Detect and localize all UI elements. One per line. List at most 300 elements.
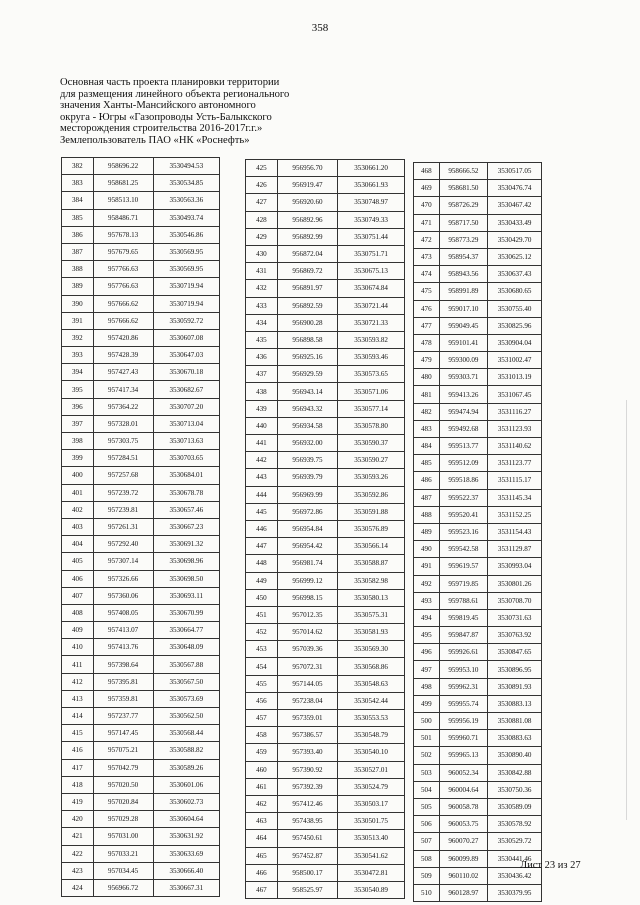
y-coordinate-cell: 3530883.63 (488, 730, 542, 747)
point-number-cell: 446 (246, 520, 278, 537)
x-coordinate-cell: 957450.61 (277, 830, 337, 847)
table-row (246, 349, 405, 366)
x-coordinate-cell: 956872.04 (277, 245, 337, 262)
table-row (62, 725, 220, 742)
y-coordinate-cell: 3530573.69 (153, 690, 219, 707)
point-number-cell: 458 (246, 727, 278, 744)
x-coordinate-cell: 959619.57 (439, 558, 488, 575)
y-coordinate-cell: 3530517.05 (488, 163, 542, 180)
point-number-cell: 482 (414, 403, 440, 420)
x-coordinate-cell: 958666.52 (439, 163, 488, 180)
point-number-cell: 419 (62, 793, 94, 810)
table-row (246, 692, 405, 709)
table-row (246, 813, 405, 830)
point-number-cell: 427 (246, 194, 278, 211)
x-coordinate-cell: 956891.97 (277, 280, 337, 297)
table-row (414, 266, 542, 283)
point-number-cell: 487 (414, 489, 440, 506)
table-row (246, 469, 405, 486)
y-coordinate-cell: 3530891.93 (488, 678, 542, 695)
y-coordinate-cell: 3530563.36 (153, 192, 219, 209)
y-coordinate-cell: 3530904.04 (488, 334, 542, 351)
x-coordinate-cell: 957014.62 (277, 624, 337, 641)
point-number-cell: 432 (246, 280, 278, 297)
point-number-cell: 493 (414, 592, 440, 609)
table-row (246, 555, 405, 572)
y-coordinate-cell: 3530751.71 (338, 245, 405, 262)
table-row (246, 314, 405, 331)
y-coordinate-cell: 3530503.17 (338, 795, 405, 812)
point-number-cell: 463 (246, 813, 278, 830)
table-row (62, 192, 220, 209)
x-coordinate-cell: 957420.86 (93, 329, 153, 346)
y-coordinate-cell: 3530379.95 (488, 884, 542, 901)
y-coordinate-cell: 3530842.88 (488, 764, 542, 781)
point-number-cell: 398 (62, 433, 94, 450)
x-coordinate-cell: 959955.74 (439, 695, 488, 712)
x-coordinate-cell: 959520.41 (439, 506, 488, 523)
table-row (62, 501, 220, 518)
point-number-cell: 384 (62, 192, 94, 209)
table-row (414, 884, 542, 901)
table-row (62, 639, 220, 656)
table-row (246, 778, 405, 795)
x-coordinate-cell: 959474.94 (439, 403, 488, 420)
y-coordinate-cell: 3530592.86 (338, 486, 405, 503)
y-coordinate-cell: 3530633.69 (153, 845, 219, 862)
x-coordinate-cell: 958681.25 (93, 175, 153, 192)
point-number-cell: 465 (246, 847, 278, 864)
point-number-cell: 483 (414, 420, 440, 437)
point-number-cell: 412 (62, 673, 94, 690)
y-coordinate-cell: 3530429.70 (488, 231, 542, 248)
x-coordinate-cell: 959017.10 (439, 300, 488, 317)
x-coordinate-cell: 959719.85 (439, 575, 488, 592)
table-row (414, 798, 542, 815)
table-row (62, 553, 220, 570)
x-coordinate-cell: 957328.01 (93, 415, 153, 432)
point-number-cell: 391 (62, 312, 94, 329)
point-number-cell: 506 (414, 816, 440, 833)
y-coordinate-cell: 3531116.27 (488, 403, 542, 420)
table-row (414, 816, 542, 833)
y-coordinate-cell: 3530601.06 (153, 776, 219, 793)
y-coordinate-cell: 3530890.40 (488, 747, 542, 764)
x-coordinate-cell: 957284.51 (93, 450, 153, 467)
point-number-cell: 421 (62, 828, 94, 845)
y-coordinate-cell: 3530575.31 (338, 606, 405, 623)
point-number-cell: 453 (246, 641, 278, 658)
y-coordinate-cell: 3530719.94 (153, 278, 219, 295)
point-number-cell: 395 (62, 381, 94, 398)
x-coordinate-cell: 959492.68 (439, 420, 488, 437)
y-coordinate-cell: 3530433.49 (488, 214, 542, 231)
x-coordinate-cell: 960070.27 (439, 833, 488, 850)
x-coordinate-cell: 957239.81 (93, 501, 153, 518)
y-coordinate-cell: 3530675.13 (338, 263, 405, 280)
table-row (62, 518, 220, 535)
y-coordinate-cell: 3530751.44 (338, 228, 405, 245)
y-coordinate-cell: 3530593.46 (338, 349, 405, 366)
point-number-cell: 426 (246, 177, 278, 194)
x-coordinate-cell: 957412.46 (277, 795, 337, 812)
x-coordinate-cell: 956981.74 (277, 555, 337, 572)
x-coordinate-cell: 957359.01 (277, 710, 337, 727)
table-row (414, 420, 542, 437)
table-row (62, 415, 220, 432)
point-number-cell: 429 (246, 228, 278, 245)
point-number-cell: 422 (62, 845, 94, 862)
y-coordinate-cell: 3531154.43 (488, 523, 542, 540)
y-coordinate-cell: 3530682.67 (153, 381, 219, 398)
table-row (414, 781, 542, 798)
y-coordinate-cell: 3530546.86 (153, 226, 219, 243)
y-coordinate-cell: 3530750.36 (488, 781, 542, 798)
point-number-cell: 392 (62, 329, 94, 346)
x-coordinate-cell: 957303.75 (93, 433, 153, 450)
x-coordinate-cell: 957359.81 (93, 690, 153, 707)
x-coordinate-cell: 958513.10 (93, 192, 153, 209)
x-coordinate-cell: 958486.71 (93, 209, 153, 226)
point-number-cell: 480 (414, 369, 440, 386)
point-number-cell: 467 (246, 881, 278, 898)
table-row (62, 209, 220, 226)
y-coordinate-cell: 3530576.89 (338, 520, 405, 537)
x-coordinate-cell: 959819.45 (439, 609, 488, 626)
point-number-cell: 477 (414, 317, 440, 334)
table-row (246, 795, 405, 812)
x-coordinate-cell: 957678.13 (93, 226, 153, 243)
point-number-cell: 414 (62, 708, 94, 725)
point-number-cell: 440 (246, 417, 278, 434)
table-row (62, 793, 220, 810)
x-coordinate-cell: 959300.09 (439, 352, 488, 369)
table-row (246, 417, 405, 434)
point-number-cell: 473 (414, 248, 440, 265)
x-coordinate-cell: 958954.37 (439, 248, 488, 265)
x-coordinate-cell: 957072.31 (277, 658, 337, 675)
y-coordinate-cell: 3530593.26 (338, 469, 405, 486)
table-row (246, 194, 405, 211)
x-coordinate-cell: 956892.59 (277, 297, 337, 314)
x-coordinate-cell: 960058.78 (439, 798, 488, 815)
x-coordinate-cell: 957238.04 (277, 692, 337, 709)
table-row (62, 570, 220, 587)
table-row (246, 366, 405, 383)
y-coordinate-cell: 3530680.65 (488, 283, 542, 300)
table-row (62, 158, 220, 175)
table-row (414, 713, 542, 730)
x-coordinate-cell: 956929.59 (277, 366, 337, 383)
table-row (62, 587, 220, 604)
table-row (414, 730, 542, 747)
y-coordinate-cell: 3530524.79 (338, 778, 405, 795)
x-coordinate-cell: 958500.17 (277, 864, 337, 881)
point-number-cell: 476 (414, 300, 440, 317)
table-row (414, 455, 542, 472)
y-coordinate-cell: 3530631.92 (153, 828, 219, 845)
point-number-cell: 439 (246, 400, 278, 417)
table-row (62, 536, 220, 553)
table-row (62, 604, 220, 621)
y-coordinate-cell: 3530571.06 (338, 383, 405, 400)
y-coordinate-cell: 3530589.09 (488, 798, 542, 815)
point-number-cell: 445 (246, 503, 278, 520)
y-coordinate-cell: 3530467.42 (488, 197, 542, 214)
x-coordinate-cell: 957766.63 (93, 261, 153, 278)
table-row (62, 364, 220, 381)
y-coordinate-cell: 3530589.26 (153, 759, 219, 776)
table-row (414, 609, 542, 626)
point-number-cell: 424 (62, 879, 94, 896)
table-row (414, 678, 542, 695)
y-coordinate-cell: 3531145.34 (488, 489, 542, 506)
x-coordinate-cell: 957390.92 (277, 761, 337, 778)
point-number-cell: 408 (62, 604, 94, 621)
x-coordinate-cell: 956954.84 (277, 520, 337, 537)
y-coordinate-cell: 3530713.04 (153, 415, 219, 432)
y-coordinate-cell: 3530476.74 (488, 180, 542, 197)
point-number-cell: 456 (246, 692, 278, 709)
table-row (62, 347, 220, 364)
y-coordinate-cell: 3530670.99 (153, 604, 219, 621)
table-row (414, 472, 542, 489)
y-coordinate-cell: 3530591.88 (338, 503, 405, 520)
y-coordinate-cell: 3530436.42 (488, 867, 542, 884)
table-row (246, 881, 405, 898)
point-number-cell: 507 (414, 833, 440, 850)
x-coordinate-cell: 959926.61 (439, 644, 488, 661)
y-coordinate-cell: 3530593.82 (338, 331, 405, 348)
point-number-cell: 469 (414, 180, 440, 197)
y-coordinate-cell: 3531152.25 (488, 506, 542, 523)
point-number-cell: 423 (62, 862, 94, 879)
y-coordinate-cell: 3530703.65 (153, 450, 219, 467)
table-row (414, 369, 542, 386)
point-number-cell: 394 (62, 364, 94, 381)
point-number-cell: 430 (246, 245, 278, 262)
table-row (414, 214, 542, 231)
point-number-cell: 479 (414, 352, 440, 369)
point-number-cell: 475 (414, 283, 440, 300)
y-coordinate-cell: 3530647.03 (153, 347, 219, 364)
y-coordinate-cell: 3530569.30 (338, 641, 405, 658)
point-number-cell: 382 (62, 158, 94, 175)
table-row (246, 520, 405, 537)
point-number-cell: 504 (414, 781, 440, 798)
point-number-cell: 447 (246, 538, 278, 555)
point-number-cell: 501 (414, 730, 440, 747)
y-coordinate-cell: 3530567.50 (153, 673, 219, 690)
x-coordinate-cell: 957034.45 (93, 862, 153, 879)
table-row (246, 331, 405, 348)
point-number-cell: 498 (414, 678, 440, 695)
point-number-cell: 413 (62, 690, 94, 707)
y-coordinate-cell: 3530577.14 (338, 400, 405, 417)
coordinates-table (245, 159, 405, 899)
x-coordinate-cell: 958991.89 (439, 283, 488, 300)
point-number-cell: 451 (246, 606, 278, 623)
table-row (246, 658, 405, 675)
x-coordinate-cell: 957398.64 (93, 656, 153, 673)
table-row (414, 747, 542, 764)
x-coordinate-cell: 956999.12 (277, 572, 337, 589)
x-coordinate-cell: 958696.22 (93, 158, 153, 175)
table-row (62, 879, 220, 896)
x-coordinate-cell: 958726.29 (439, 197, 488, 214)
point-number-cell: 452 (246, 624, 278, 641)
y-coordinate-cell: 3530590.37 (338, 435, 405, 452)
y-coordinate-cell: 3530721.44 (338, 297, 405, 314)
y-coordinate-cell: 3530569.95 (153, 243, 219, 260)
point-number-cell: 406 (62, 570, 94, 587)
y-coordinate-cell: 3530540.89 (338, 881, 405, 898)
table-row (246, 624, 405, 641)
y-coordinate-cell: 3530661.93 (338, 177, 405, 194)
point-number-cell: 388 (62, 261, 94, 278)
x-coordinate-cell: 956954.42 (277, 538, 337, 555)
x-coordinate-cell: 956898.58 (277, 331, 337, 348)
y-coordinate-cell: 3531115.17 (488, 472, 542, 489)
point-number-cell: 509 (414, 867, 440, 884)
x-coordinate-cell: 956969.99 (277, 486, 337, 503)
table-row (414, 352, 542, 369)
x-coordinate-cell: 959512.09 (439, 455, 488, 472)
y-coordinate-cell: 3531013.19 (488, 369, 542, 386)
point-number-cell: 484 (414, 438, 440, 455)
point-number-cell: 500 (414, 713, 440, 730)
y-coordinate-cell: 3531123.77 (488, 455, 542, 472)
point-number-cell: 481 (414, 386, 440, 403)
y-coordinate-cell: 3530667.23 (153, 518, 219, 535)
y-coordinate-cell: 3530513.40 (338, 830, 405, 847)
table-row (246, 847, 405, 864)
page-number: 358 (311, 22, 329, 34)
x-coordinate-cell: 957766.63 (93, 278, 153, 295)
x-coordinate-cell: 959953.10 (439, 661, 488, 678)
point-number-cell: 471 (414, 214, 440, 231)
table-row (246, 675, 405, 692)
y-coordinate-cell: 3530825.96 (488, 317, 542, 334)
x-coordinate-cell: 957427.43 (93, 364, 153, 381)
x-coordinate-cell: 956943.32 (277, 400, 337, 417)
point-number-cell: 503 (414, 764, 440, 781)
point-number-cell: 399 (62, 450, 94, 467)
point-number-cell: 472 (414, 231, 440, 248)
table-row (62, 243, 220, 260)
x-coordinate-cell: 957042.79 (93, 759, 153, 776)
point-number-cell: 400 (62, 467, 94, 484)
table-row (246, 830, 405, 847)
y-coordinate-cell: 3530581.93 (338, 624, 405, 641)
x-coordinate-cell: 960004.64 (439, 781, 488, 798)
x-coordinate-cell: 958773.29 (439, 231, 488, 248)
point-number-cell: 455 (246, 675, 278, 692)
x-coordinate-cell: 959101.41 (439, 334, 488, 351)
table-row (62, 776, 220, 793)
table-row (414, 764, 542, 781)
point-number-cell: 492 (414, 575, 440, 592)
y-coordinate-cell: 3530666.40 (153, 862, 219, 879)
table-row (62, 329, 220, 346)
x-coordinate-cell: 957393.40 (277, 744, 337, 761)
point-number-cell: 474 (414, 266, 440, 283)
table-row (62, 312, 220, 329)
y-coordinate-cell: 3530674.84 (338, 280, 405, 297)
table-row (414, 661, 542, 678)
point-number-cell: 389 (62, 278, 94, 295)
point-number-cell: 486 (414, 472, 440, 489)
y-coordinate-cell: 3530763.92 (488, 627, 542, 644)
point-number-cell: 448 (246, 555, 278, 572)
table-row (246, 160, 405, 177)
point-number-cell: 417 (62, 759, 94, 776)
table-row (62, 278, 220, 295)
table-row (246, 572, 405, 589)
y-coordinate-cell: 3530801.26 (488, 575, 542, 592)
y-coordinate-cell: 3530883.13 (488, 695, 542, 712)
point-number-cell: 385 (62, 209, 94, 226)
table-row (246, 486, 405, 503)
point-number-cell: 462 (246, 795, 278, 812)
table-row (414, 541, 542, 558)
y-coordinate-cell: 3530588.87 (338, 555, 405, 572)
coordinates-table (413, 162, 542, 902)
y-coordinate-cell: 3530661.20 (338, 160, 405, 177)
point-number-cell: 478 (414, 334, 440, 351)
x-coordinate-cell: 956920.60 (277, 194, 337, 211)
y-coordinate-cell: 3530441.46 (488, 850, 542, 867)
table-row (62, 226, 220, 243)
point-number-cell: 383 (62, 175, 94, 192)
point-number-cell: 420 (62, 811, 94, 828)
x-coordinate-cell: 957392.39 (277, 778, 337, 795)
point-number-cell: 407 (62, 587, 94, 604)
point-number-cell: 433 (246, 297, 278, 314)
table-row (414, 695, 542, 712)
x-coordinate-cell: 957261.31 (93, 518, 153, 535)
x-coordinate-cell: 957413.76 (93, 639, 153, 656)
x-coordinate-cell: 957386.57 (277, 727, 337, 744)
table-row (62, 381, 220, 398)
y-coordinate-cell: 3530678.78 (153, 484, 219, 501)
y-coordinate-cell: 3530588.82 (153, 742, 219, 759)
y-coordinate-cell: 3530590.27 (338, 452, 405, 469)
point-number-cell: 450 (246, 589, 278, 606)
table-row (246, 211, 405, 228)
point-number-cell: 510 (414, 884, 440, 901)
table-row (414, 300, 542, 317)
x-coordinate-cell: 958943.56 (439, 266, 488, 283)
table-row (246, 228, 405, 245)
y-coordinate-cell: 3530847.65 (488, 644, 542, 661)
point-number-cell: 495 (414, 627, 440, 644)
x-coordinate-cell: 957395.81 (93, 673, 153, 690)
point-number-cell: 464 (246, 830, 278, 847)
x-coordinate-cell: 957012.35 (277, 606, 337, 623)
point-number-cell: 449 (246, 572, 278, 589)
x-coordinate-cell: 959413.26 (439, 386, 488, 403)
y-coordinate-cell: 3530567.88 (153, 656, 219, 673)
point-number-cell: 460 (246, 761, 278, 778)
y-coordinate-cell: 3530607.08 (153, 329, 219, 346)
y-coordinate-cell: 3530637.43 (488, 266, 542, 283)
x-coordinate-cell: 957360.06 (93, 587, 153, 604)
point-number-cell: 485 (414, 455, 440, 472)
table-row (62, 845, 220, 862)
x-coordinate-cell: 957237.77 (93, 708, 153, 725)
x-coordinate-cell: 958525.97 (277, 881, 337, 898)
